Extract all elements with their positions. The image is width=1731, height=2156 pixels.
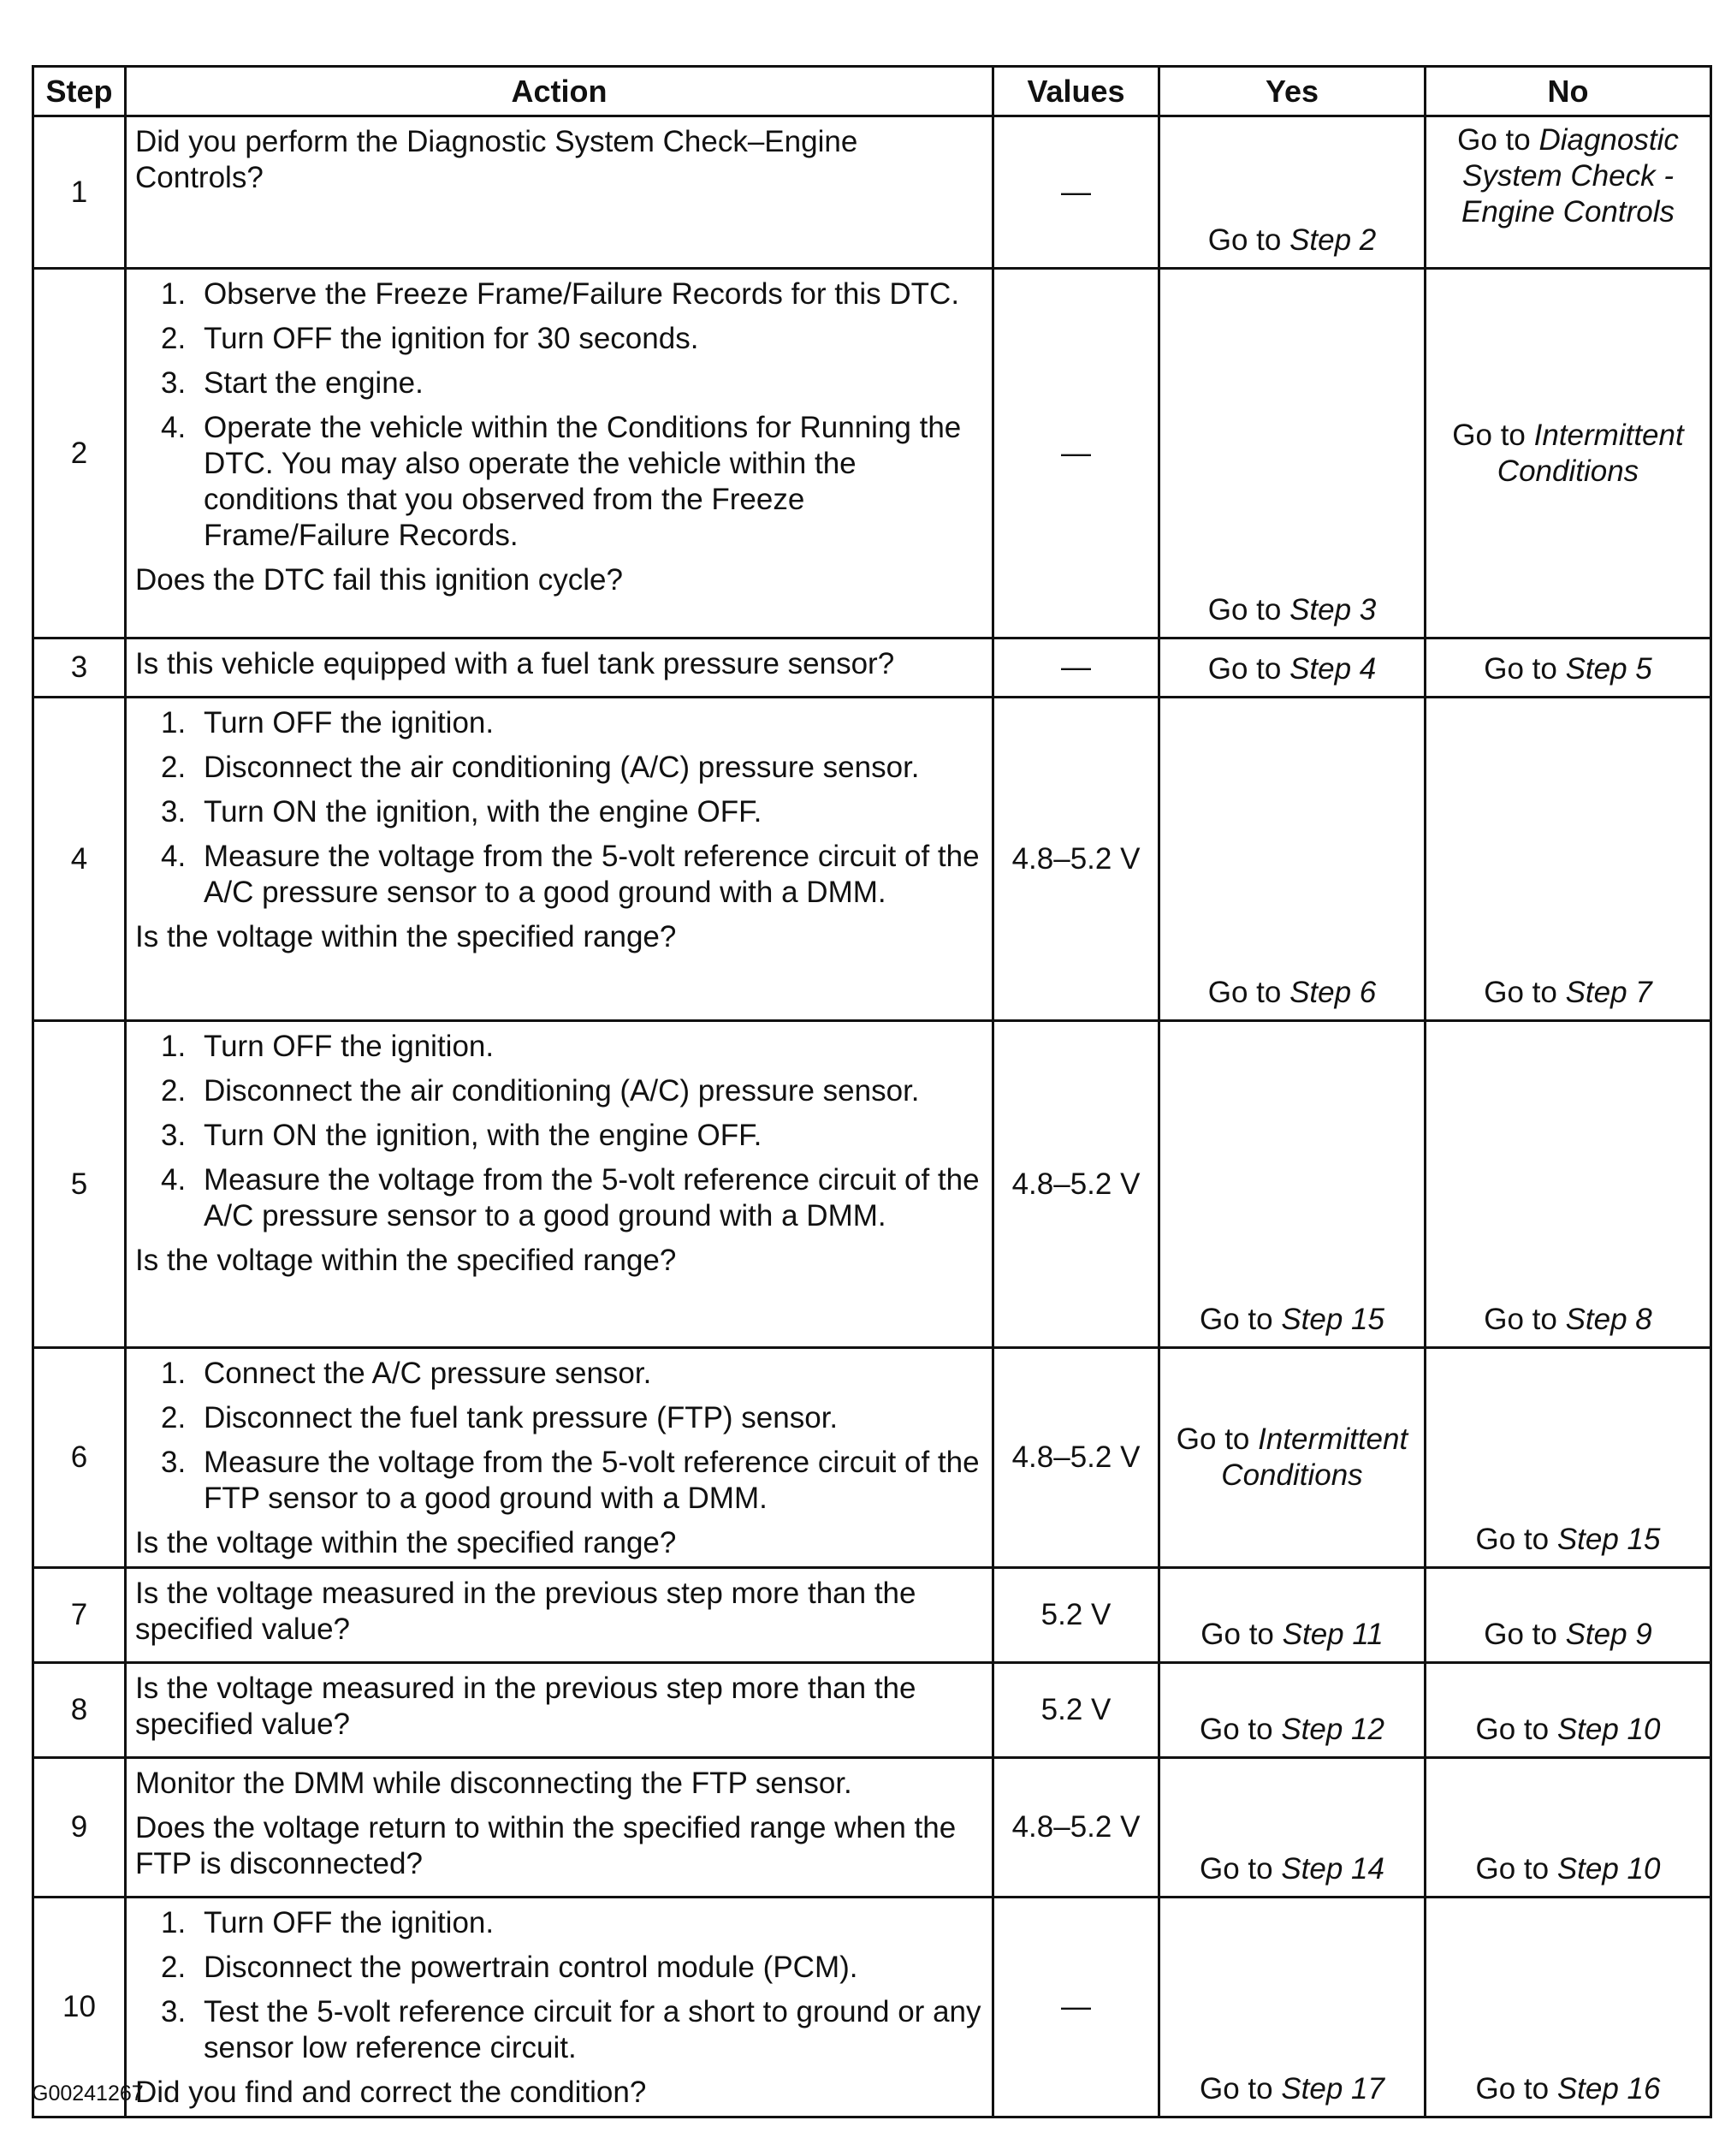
value-cell: 4.8–5.2 V [993,1758,1159,1898]
no-prefix: Go to [1457,123,1539,157]
action-steps-list [135,1356,983,1517]
no-target: Step 5 [1565,652,1652,686]
action-cell [126,116,993,269]
yes-target: Step 12 [1281,1713,1384,1746]
yes-cell [1159,269,1426,638]
no-target: Step 15 [1556,1523,1661,1556]
yes-cell [1159,1348,1426,1568]
action-step-item [135,321,983,357]
action-step-text: Turn OFF the ignition for 30 seconds. [204,322,699,355]
yes-cell [1159,698,1426,1021]
action-step-number: 3. [161,1995,187,2028]
yes-cell [1159,116,1426,269]
action-step-number: 2. [161,1074,187,1108]
action-cell [126,269,993,638]
step-number: 4 [33,698,126,1021]
action-question: Did you find and correct the condition? [135,2076,647,2109]
header-step: Step [33,67,126,116]
action-step-text: Turn ON the ignition, with the engine OFF. [204,795,762,829]
action-step-text: Turn OFF the ignition. [204,706,495,739]
value-cell: — [993,1898,1159,2117]
value-cell: 5.2 V [993,1663,1159,1758]
action-step-text: Disconnect the air conditioning (A/C) pressure sensor. [204,1074,920,1108]
action-step-item [135,365,983,401]
action-question: Is the voltage within the specified range? [135,1244,677,1277]
action-step-text: Measure the voltage from the 5-volt reference circuit of the A/C pressure sensor to a good ground with a DMM. [204,1163,980,1232]
no-cell [1426,269,1711,638]
action-cell [126,1898,993,2117]
yes-cell [1159,1021,1426,1348]
no-prefix: Go to [1475,1523,1557,1556]
action-step-text: Turn OFF the ignition. [204,1906,495,1939]
step-number: 10 [33,1898,126,2117]
action-step-number: 3. [161,1446,187,1479]
step-number: 6 [33,1348,126,1568]
action-cell [126,698,993,1021]
action-step-item [135,410,983,554]
header-row [33,67,1711,116]
yes-prefix: Go to [1207,976,1290,1009]
step-number: 9 [33,1758,126,1898]
diagnostic-table [32,65,1712,2118]
action-step-number: 1. [161,277,187,311]
action-step-text: Measure the voltage from the 5-volt reference circuit of the FTP sensor to a good ground with a DMM. [204,1446,980,1515]
action-step-item [135,1950,983,1986]
table-row [33,698,1711,1021]
action-step-text: Start the engine. [204,366,424,400]
no-cell [1426,698,1711,1021]
no-target: Step 10 [1556,1713,1661,1746]
no-prefix: Go to [1475,1713,1557,1746]
action-step-item [135,1445,983,1517]
no-cell [1426,638,1711,698]
action-question: Is the voltage within the specified range? [135,1526,677,1559]
yes-target: Step 6 [1289,976,1377,1009]
yes-target: Step 4 [1289,652,1377,686]
header-yes: Yes [1159,67,1426,116]
action-step-number: 1. [161,1906,187,1939]
action-step-number: 2. [161,1401,187,1434]
value-cell: 4.8–5.2 V [993,1348,1159,1568]
step-number: 7 [33,1568,126,1663]
action-step-item [135,1118,983,1154]
action-cell [126,1348,993,1568]
action-cell [126,1568,993,1663]
action-step-text: Disconnect the air conditioning (A/C) pressure sensor. [204,751,920,784]
no-prefix: Go to [1475,2072,1557,2106]
no-cell [1426,1348,1711,1568]
yes-target: Step 3 [1289,593,1377,627]
value-cell: 4.8–5.2 V [993,698,1159,1021]
action-step-number: 1. [161,1357,187,1390]
action-text: Is the voltage measured in the previous step more than the specified value? [135,1577,916,1646]
action-text: Did you perform the Diagnostic System Check–Engine Controls? [135,125,858,194]
action-step-text: Test the 5-volt reference circuit for a short to ground or any sensor low reference circuit. [204,1995,981,2064]
action-step-number: 1. [161,706,187,739]
action-step-item [135,1162,983,1234]
no-cell [1426,116,1711,269]
action-text: Does the voltage return to within the specified range when the FTP is disconnected? [135,1811,957,1880]
action-cell [126,1663,993,1758]
action-step-item [135,1029,983,1065]
action-step-item [135,276,983,312]
step-number: 2 [33,269,126,638]
table-row [33,1348,1711,1568]
value-cell: 5.2 V [993,1568,1159,1663]
action-cell [126,638,993,698]
action-question: Does the DTC fail this ignition cycle? [135,563,623,597]
yes-target: Step 17 [1281,2072,1384,2106]
yes-prefix: Go to [1207,593,1290,627]
value-cell: — [993,269,1159,638]
action-step-number: 2. [161,751,187,784]
header-values: Values [993,67,1159,116]
action-step-text: Operate the vehicle within the Conditions for Running the DTC. You may also operate the vehicle within the conditions that you observed from the Freeze Frame/Failure Records. [204,411,962,552]
no-cell [1426,1663,1711,1758]
action-cell [126,1758,993,1898]
action-step-number: 3. [161,795,187,829]
yes-prefix: Go to [1207,652,1290,686]
action-step-item [135,1356,983,1392]
action-step-text: Connect the A/C pressure sensor. [204,1357,652,1390]
table-row [33,1758,1711,1898]
action-steps-list [135,705,983,911]
action-step-number: 4. [161,1163,187,1197]
step-number: 5 [33,1021,126,1348]
action-step-number: 1. [161,1030,187,1063]
action-step-number: 4. [161,840,187,873]
header-action: Action [126,67,993,116]
table-row [33,638,1711,698]
action-step-text: Turn ON the ignition, with the engine OFF. [204,1119,762,1152]
yes-target: Step 15 [1281,1303,1384,1336]
value-cell: — [993,116,1159,269]
action-step-number: 3. [161,366,187,400]
yes-target: Step 2 [1289,223,1377,257]
table-row [33,1021,1711,1348]
yes-prefix: Go to [1176,1422,1259,1456]
yes-prefix: Go to [1200,1618,1283,1651]
yes-cell [1159,1663,1426,1758]
yes-cell [1159,1898,1426,2117]
no-prefix: Go to [1452,418,1534,452]
step-number: 3 [33,638,126,698]
action-text: Is the voltage measured in the previous step more than the specified value? [135,1672,916,1741]
no-cell [1426,1568,1711,1663]
table-row [33,1568,1711,1663]
no-target: Step 9 [1565,1618,1652,1651]
action-step-text: Observe the Freeze Frame/Failure Records for this DTC. [204,277,960,311]
table-row [33,1663,1711,1758]
table-body [33,116,1711,2117]
no-target: Step 7 [1565,976,1652,1009]
no-prefix: Go to [1484,1303,1566,1336]
yes-prefix: Go to [1207,223,1290,257]
action-step-item [135,839,983,911]
action-steps-list [135,1029,983,1234]
action-text: Monitor the DMM while disconnecting the FTP sensor. [135,1767,852,1800]
yes-cell [1159,638,1426,698]
action-step-text: Disconnect the powertrain control module (PCM). [204,1951,858,1984]
action-steps-list [135,276,983,554]
action-step-text: Turn OFF the ignition. [204,1030,495,1063]
yes-cell [1159,1758,1426,1898]
table-row [33,269,1711,638]
yes-cell [1159,1568,1426,1663]
action-step-text: Measure the voltage from the 5-volt reference circuit of the A/C pressure sensor to a good ground with a DMM. [204,840,980,909]
action-step-number: 2. [161,322,187,355]
no-target: Intermittent Conditions [1497,418,1684,488]
yes-prefix: Go to [1200,1713,1282,1746]
no-cell [1426,1021,1711,1348]
action-step-item [135,1905,983,1941]
action-step-item [135,750,983,786]
yes-target: Step 11 [1282,1618,1384,1651]
no-prefix: Go to [1484,1618,1566,1651]
action-step-text: Disconnect the fuel tank pressure (FTP) sensor. [204,1401,839,1434]
step-number: 1 [33,116,126,269]
action-step-item [135,1073,983,1109]
no-prefix: Go to [1475,1852,1557,1886]
action-question: Is the voltage within the specified range? [135,920,677,953]
action-step-number: 4. [161,411,187,444]
figure-code: G00241267 [32,2082,144,2106]
table-row [33,116,1711,269]
no-target: Diagnostic System Check - Engine Controls [1461,123,1679,229]
action-step-number: 2. [161,1951,187,1984]
yes-target: Intermittent Conditions [1221,1422,1408,1492]
no-cell [1426,1898,1711,2117]
action-steps-list [135,1905,983,2066]
header-no: No [1426,67,1711,116]
value-cell: 4.8–5.2 V [993,1021,1159,1348]
no-target: Step 16 [1556,2072,1661,2106]
no-target: Step 8 [1565,1303,1652,1336]
no-prefix: Go to [1484,652,1566,686]
action-text: Is this vehicle equipped with a fuel tank pressure sensor? [135,647,895,680]
yes-target: Step 14 [1281,1852,1384,1886]
value-cell: — [993,638,1159,698]
action-step-item [135,1994,983,2066]
no-target: Step 10 [1556,1852,1661,1886]
action-step-item [135,705,983,741]
table-row [33,1898,1711,2117]
no-cell [1426,1758,1711,1898]
step-number: 8 [33,1663,126,1758]
yes-prefix: Go to [1200,1303,1282,1336]
action-step-item [135,794,983,830]
action-step-number: 3. [161,1119,187,1152]
action-step-item [135,1400,983,1436]
yes-prefix: Go to [1200,1852,1282,1886]
no-prefix: Go to [1484,976,1566,1009]
yes-prefix: Go to [1200,2072,1282,2106]
action-cell [126,1021,993,1348]
